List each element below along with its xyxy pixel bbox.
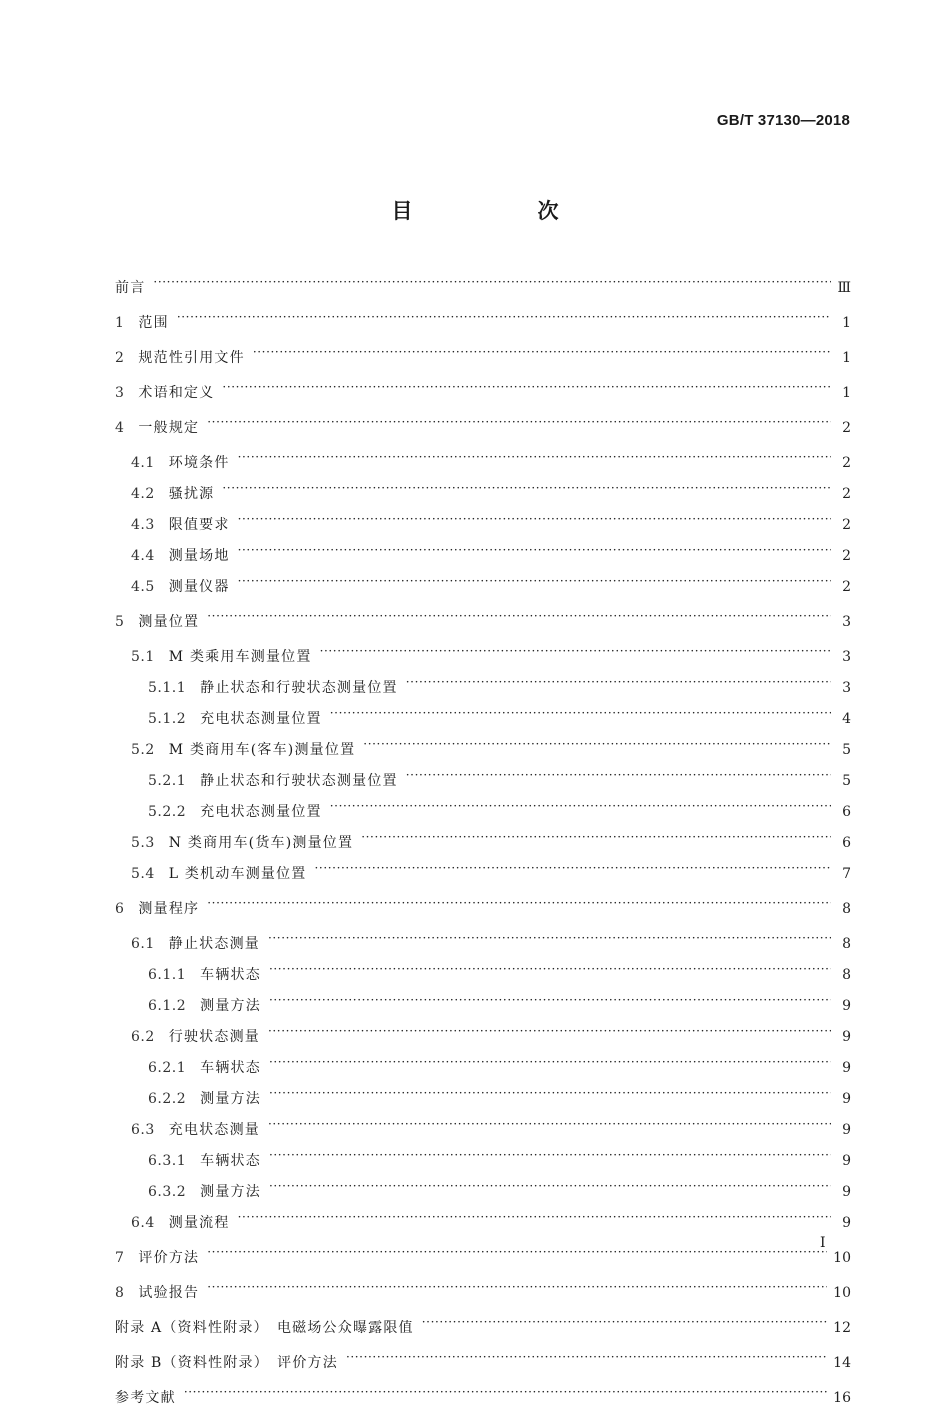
toc-leader-dots [346,1347,827,1367]
table-of-contents [115,272,851,1408]
toc-entry-title: 参考文献 [115,1390,176,1406]
toc-entry[interactable] [115,990,851,1016]
toc-entry[interactable] [115,1145,851,1171]
toc-leader-dots [222,478,831,498]
toc-leader-dots [269,1052,831,1072]
toc-entry[interactable] [115,827,851,853]
toc-leader-dots [330,703,831,723]
toc-entry-title: 行驶状态测量 [168,1029,260,1045]
toc-entry-title: 一般规定 [138,420,200,436]
toc-entry[interactable] [115,342,851,368]
toc-leader-dots [207,606,831,626]
toc-leader-dots [268,928,831,948]
toc-entry-number: 5 [115,614,125,630]
toc-entry-number: 4.1 [131,455,155,471]
toc-entry-page: 7 [842,866,851,882]
toc-entry-page: 8 [842,967,851,983]
toc-entry[interactable] [115,1021,851,1047]
toc-entry-number: 6.1.2 [148,998,187,1014]
toc-entry-page: 12 [833,1320,851,1336]
toc-entry[interactable] [115,1207,851,1233]
toc-leader-dots [269,1176,831,1196]
toc-entry-number: 6 [115,901,125,917]
toc-leader-dots [320,641,831,661]
toc-entry-title: 测量仪器 [168,579,230,595]
toc-entry-title: 静止状态和行驶状态测量位置 [200,773,398,789]
toc-leader-dots [269,1083,831,1103]
toc-entry-title: 规范性引用文件 [138,350,245,366]
toc-entry-page: 3 [842,680,851,696]
toc-entry-number: 4 [115,420,125,436]
toc-entry[interactable] [115,447,851,473]
toc-entry-number: 4.5 [131,579,155,595]
toc-leader-dots [406,672,831,692]
toc-entry-title: 充电状态测量 [168,1122,260,1138]
toc-entry-number: 4.2 [131,486,155,502]
toc-entry-number: 6.1 [131,936,155,952]
toc-entry[interactable] [115,734,851,760]
toc-entry-number: 6.2.1 [148,1060,187,1076]
toc-leader-dots [269,1145,831,1165]
toc-entry-title: 车辆状态 [200,1060,261,1076]
toc-entry[interactable] [115,1114,851,1140]
toc-entry-page: 4 [842,711,851,727]
toc-entry[interactable] [115,1312,851,1338]
toc-leader-dots [363,734,831,754]
toc-entry-page: 6 [842,835,851,851]
toc-entry-title: 评价方法 [138,1250,200,1266]
toc-entry-page: 2 [842,420,851,436]
toc-entry-title: 测量方法 [200,1184,261,1200]
toc-entry-title: 骚扰源 [168,486,215,502]
toc-entry-page: Ⅲ [837,280,851,296]
toc-entry-number: 6.3.1 [148,1153,187,1169]
toc-entry-page: 14 [833,1355,851,1371]
toc-entry-page: 16 [833,1390,851,1406]
toc-entry-number: 5.1.2 [148,711,187,727]
toc-entry-page: 5 [842,773,851,789]
toc-entry[interactable] [115,928,851,954]
toc-entry-title: 车辆状态 [200,1153,261,1169]
toc-entry-page: 3 [842,614,851,630]
toc-entry[interactable] [115,606,851,632]
toc-entry-number: 4.3 [131,517,155,533]
toc-leader-dots [238,571,831,591]
toc-leader-dots [222,377,831,397]
toc-entry-title: 附录 B（资料性附录） 评价方法 [115,1355,338,1371]
toc-entry-number: 6.1.1 [148,967,187,983]
toc-entry-page: 2 [842,486,851,502]
toc-entry-title: 测量方法 [200,998,261,1014]
page-number: I [820,1235,826,1251]
toc-leader-dots [238,509,831,529]
toc-entry-number: 3 [115,385,125,401]
toc-entry[interactable] [115,307,851,333]
toc-entry[interactable] [115,272,851,298]
toc-leader-dots [269,959,831,979]
toc-entry-number: 8 [115,1285,125,1301]
toc-entry-title: L 类机动车测量位置 [168,866,307,882]
toc-entry[interactable] [115,1052,851,1078]
toc-entry-number: 5.3 [131,835,155,851]
toc-entry-number: 4.4 [131,548,155,564]
toc-leader-dots [184,1382,827,1402]
toc-entry-title: 静止状态和行驶状态测量位置 [200,680,398,696]
toc-entry-page: 6 [842,804,851,820]
toc-entry-number: 6.4 [131,1215,155,1231]
toc-entry-page: 2 [842,579,851,595]
toc-entry-title: 前言 [115,280,146,296]
toc-leader-dots [238,1207,831,1227]
toc-entry[interactable] [115,703,851,729]
toc-entry-title: N 类商用车(货车)测量位置 [168,835,354,851]
toc-entry-number: 5.2 [131,742,155,758]
toc-entry[interactable] [115,571,851,597]
toc-leader-dots [238,540,831,560]
toc-leader-dots [207,412,831,432]
toc-entry[interactable] [115,1347,851,1373]
page-title: 目 次 [391,199,611,223]
toc-entry[interactable] [115,412,851,438]
toc-leader-dots [330,796,831,816]
toc-leader-dots [315,858,831,878]
toc-entry-page: 5 [842,742,851,758]
toc-entry-title: 试验报告 [138,1285,200,1301]
toc-entry-number: 5.2.1 [148,773,187,789]
toc-entry-page: 9 [842,1153,851,1169]
toc-leader-dots [253,342,831,362]
toc-entry-page: 2 [842,548,851,564]
toc-entry-title: 充电状态测量位置 [200,711,322,727]
toc-entry-number: 5.2.2 [148,804,187,820]
toc-entry-number: 5.1.1 [148,680,187,696]
toc-entry-number: 6.3 [131,1122,155,1138]
toc-entry[interactable] [115,1242,851,1268]
toc-entry[interactable] [115,1277,851,1303]
toc-entry-title: 测量方法 [200,1091,261,1107]
toc-entry[interactable] [115,858,851,884]
toc-leader-dots [177,307,831,327]
toc-entry-page: 1 [842,315,851,331]
toc-entry-title: 测量场地 [168,548,230,564]
toc-entry-page: 9 [842,1060,851,1076]
toc-entry[interactable] [115,478,851,504]
toc-entry-title: 静止状态测量 [168,936,260,952]
toc-entry-page: 9 [842,1184,851,1200]
toc-leader-dots [268,1021,831,1041]
toc-entry-page: 9 [842,998,851,1014]
toc-entry-title: M 类乘用车测量位置 [168,649,312,665]
toc-entry[interactable] [115,1382,851,1408]
toc-entry-number: 6.2 [131,1029,155,1045]
toc-leader-dots [153,272,831,292]
toc-entry-number: 6.2.2 [148,1091,187,1107]
toc-entry-number: 5.1 [131,649,155,665]
toc-leader-dots [422,1312,827,1332]
toc-entry-page: 10 [833,1285,851,1301]
toc-entry-page: 1 [842,350,851,366]
toc-entry-page: 9 [842,1215,851,1231]
toc-entry-page: 9 [842,1091,851,1107]
toc-entry-number: 1 [115,315,125,331]
toc-entry-page: 8 [842,936,851,952]
toc-entry-number: 2 [115,350,125,366]
toc-entry-number: 7 [115,1250,125,1266]
toc-leader-dots [406,765,831,785]
toc-entry-title: 环境条件 [168,455,230,471]
toc-entry-title: M 类商用车(客车)测量位置 [168,742,356,758]
toc-entry-page: 1 [842,385,851,401]
toc-entry[interactable] [115,377,851,403]
toc-entry[interactable] [115,1176,851,1202]
toc-entry[interactable] [115,509,851,535]
toc-entry[interactable] [115,641,851,667]
toc-leader-dots [268,1114,831,1134]
toc-entry-title: 测量位置 [138,614,200,630]
toc-entry-page: 8 [842,901,851,917]
toc-leader-dots [269,990,831,1010]
toc-entry-page: 3 [842,649,851,665]
toc-entry-number: 6.3.2 [148,1184,187,1200]
toc-entry[interactable] [115,796,851,822]
toc-leader-dots [207,1277,827,1297]
toc-entry-title: 充电状态测量位置 [200,804,322,820]
toc-entry-number: 5.4 [131,866,155,882]
toc-entry-title: 测量流程 [168,1215,230,1231]
standard-number: GB/T 37130—2018 [716,112,850,129]
toc-leader-dots [207,1242,827,1262]
toc-entry[interactable] [115,672,851,698]
toc-entry-title: 限值要求 [168,517,230,533]
toc-entry-title: 测量程序 [138,901,200,917]
toc-entry-page: 2 [842,455,851,471]
toc-entry-page: 10 [833,1250,851,1266]
toc-entry-title: 术语和定义 [138,385,215,401]
toc-entry[interactable] [115,893,851,919]
toc-entry-page: 9 [842,1029,851,1045]
toc-entry[interactable] [115,1083,851,1109]
toc-entry-page: 9 [842,1122,851,1138]
toc-leader-dots [238,447,831,467]
toc-entry[interactable] [115,765,851,791]
toc-leader-dots [207,893,831,913]
toc-entry-page: 2 [842,517,851,533]
toc-entry-title: 范围 [138,315,169,331]
toc-entry[interactable] [115,959,851,985]
toc-leader-dots [361,827,831,847]
toc-entry-title: 附录 A（资料性附录） 电磁场公众曝露限值 [115,1320,414,1336]
toc-entry[interactable] [115,540,851,566]
toc-entry-title: 车辆状态 [200,967,261,983]
